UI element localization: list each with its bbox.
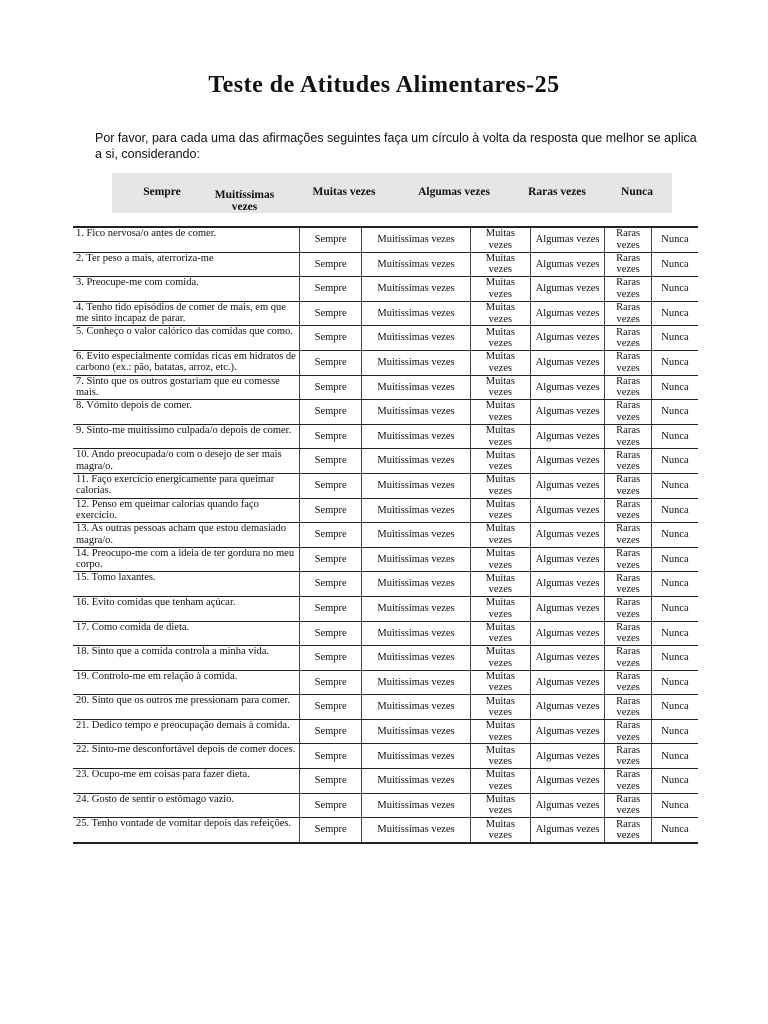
option-muitissimas-vezes[interactable]: Muitíssimas vezes — [362, 547, 471, 572]
option-muitas-vezes[interactable]: Muitas vezes — [470, 596, 530, 621]
option-raras-vezes[interactable]: Raras vezes — [605, 400, 652, 425]
option-nunca[interactable]: Nunca — [651, 277, 698, 302]
question-row — [73, 744, 698, 769]
option-nunca[interactable]: Nunca — [651, 572, 698, 597]
question-row — [73, 621, 698, 646]
option-sempre[interactable]: Sempre — [300, 596, 362, 621]
option-nunca[interactable]: Nunca — [651, 252, 698, 277]
option-muitas-vezes[interactable]: Muitas vezes — [470, 547, 530, 572]
option-muitissimas-vezes[interactable]: Muitíssimas vezes — [362, 523, 471, 548]
option-raras-vezes[interactable]: Raras vezes — [605, 498, 652, 523]
question-text: 9. Sinto-me muitíssimo culpada/o depois de comer. — [73, 424, 300, 449]
page-title: Teste de Atitudes Alimentares-25 — [208, 72, 560, 98]
option-algumas-vezes[interactable]: Algumas vezes — [530, 523, 605, 548]
option-raras-vezes[interactable]: Raras vezes — [605, 473, 652, 498]
question-text: 19. Controlo-me em relação à comida. — [73, 670, 300, 695]
option-nunca[interactable]: Nunca — [651, 646, 698, 671]
option-raras-vezes[interactable]: Raras vezes — [605, 621, 652, 646]
question-text: 20. Sinto que os outros me pressionam para comer. — [73, 695, 300, 720]
option-sempre[interactable]: Sempre — [300, 424, 362, 449]
question-text: 12. Penso em queimar calorias quando faço exercício. — [73, 498, 300, 523]
option-sempre[interactable]: Sempre — [300, 252, 362, 277]
option-algumas-vezes[interactable]: Algumas vezes — [530, 227, 605, 252]
instructions: Por favor, para cada uma das afirmações seguintes faça um círculo à volta da resposta que melhor se aplica a si, considerando: — [95, 131, 697, 161]
option-raras-vezes[interactable]: Raras vezes — [605, 326, 652, 351]
option-algumas-vezes[interactable]: Algumas vezes — [530, 572, 605, 597]
option-muitissimas-vezes[interactable]: Muitíssimas vezes — [362, 498, 471, 523]
option-raras-vezes[interactable]: Raras vezes — [605, 252, 652, 277]
option-sempre[interactable]: Sempre — [300, 498, 362, 523]
option-raras-vezes[interactable]: Raras vezes — [605, 596, 652, 621]
option-muitissimas-vezes[interactable]: Muitíssimas vezes — [362, 350, 471, 375]
questionnaire-table — [73, 226, 698, 844]
question-row — [73, 523, 698, 548]
question-text: 13. As outras pessoas acham que estou demasiado magra/o. — [73, 523, 300, 548]
question-text: 1. Fico nervosa/o antes de comer. — [73, 227, 300, 252]
option-nunca[interactable]: Nunca — [651, 695, 698, 720]
legend-muitissimas-vezes: Muitíssimas vezes — [214, 189, 275, 213]
question-row — [73, 572, 698, 597]
option-nunca[interactable]: Nunca — [651, 400, 698, 425]
option-algumas-vezes[interactable]: Algumas vezes — [530, 596, 605, 621]
option-raras-vezes[interactable]: Raras vezes — [605, 793, 652, 818]
question-text: 14. Preocupo-me com a ideia de ter gordura no meu corpo. — [73, 547, 300, 572]
option-raras-vezes[interactable]: Raras vezes — [605, 424, 652, 449]
option-algumas-vezes[interactable]: Algumas vezes — [530, 449, 605, 474]
option-muitas-vezes[interactable]: Muitas vezes — [470, 572, 530, 597]
question-row — [73, 473, 698, 498]
option-raras-vezes[interactable]: Raras vezes — [605, 572, 652, 597]
question-text: 22. Sinto-me desconfortável depois de comer doces. — [73, 744, 300, 769]
option-algumas-vezes[interactable]: Algumas vezes — [530, 744, 605, 769]
legend-nunca: Nunca — [621, 186, 653, 198]
question-row — [73, 596, 698, 621]
option-nunca[interactable]: Nunca — [651, 719, 698, 744]
option-algumas-vezes[interactable]: Algumas vezes — [530, 252, 605, 277]
option-muitissimas-vezes[interactable]: Muitíssimas vezes — [362, 473, 471, 498]
option-muitas-vezes[interactable]: Muitas vezes — [470, 793, 530, 818]
question-row — [73, 424, 698, 449]
question-text: 15. Tomo laxantes. — [73, 572, 300, 597]
question-row — [73, 719, 698, 744]
question-text: 3. Preocupe-me com comida. — [73, 277, 300, 302]
option-sempre[interactable]: Sempre — [300, 473, 362, 498]
option-algumas-vezes[interactable]: Algumas vezes — [530, 277, 605, 302]
option-algumas-vezes[interactable]: Algumas vezes — [530, 301, 605, 326]
question-text: 25. Tenho vontade de vomitar depois das refeições. — [73, 818, 300, 843]
option-sempre[interactable]: Sempre — [300, 523, 362, 548]
question-row — [73, 670, 698, 695]
legend-sempre: Sempre — [143, 186, 181, 198]
option-sempre[interactable]: Sempre — [300, 301, 362, 326]
option-raras-vezes[interactable]: Raras vezes — [605, 375, 652, 400]
option-algumas-vezes[interactable]: Algumas vezes — [530, 350, 605, 375]
option-muitas-vezes[interactable]: Muitas vezes — [470, 769, 530, 794]
option-muitas-vezes[interactable]: Muitas vezes — [470, 646, 530, 671]
option-nunca[interactable]: Nunca — [651, 375, 698, 400]
option-sempre[interactable]: Sempre — [300, 326, 362, 351]
option-nunca[interactable]: Nunca — [651, 547, 698, 572]
option-algumas-vezes[interactable]: Algumas vezes — [530, 473, 605, 498]
option-nunca[interactable]: Nunca — [651, 326, 698, 351]
question-text: 4. Tenho tido episódios de comer de mais, em que me sinto incapaz de parar. — [73, 301, 300, 326]
option-nunca[interactable]: Nunca — [651, 523, 698, 548]
option-muitas-vezes[interactable]: Muitas vezes — [470, 498, 530, 523]
question-text: 17. Como comida de dieta. — [73, 621, 300, 646]
option-algumas-vezes[interactable]: Algumas vezes — [530, 547, 605, 572]
option-sempre[interactable]: Sempre — [300, 646, 362, 671]
option-algumas-vezes[interactable]: Algumas vezes — [530, 769, 605, 794]
question-row — [73, 793, 698, 818]
question-text: 5. Conheço o valor calórico das comidas que como. — [73, 326, 300, 351]
option-muitas-vezes[interactable]: Muitas vezes — [470, 400, 530, 425]
option-algumas-vezes[interactable]: Algumas vezes — [530, 400, 605, 425]
question-text: 10. Ando preocupada/o com o desejo de ser mais magra/o. — [73, 449, 300, 474]
option-raras-vezes[interactable]: Raras vezes — [605, 769, 652, 794]
question-text: 21. Dedico tempo e preocupação demais à comida. — [73, 719, 300, 744]
option-raras-vezes[interactable]: Raras vezes — [605, 523, 652, 548]
question-row — [73, 769, 698, 794]
option-muitas-vezes[interactable]: Muitas vezes — [470, 350, 530, 375]
option-nunca[interactable]: Nunca — [651, 596, 698, 621]
option-raras-vezes[interactable]: Raras vezes — [605, 670, 652, 695]
question-row — [73, 277, 698, 302]
option-muitissimas-vezes[interactable]: Muitíssimas vezes — [362, 572, 471, 597]
option-sempre[interactable]: Sempre — [300, 547, 362, 572]
option-muitas-vezes[interactable]: Muitas vezes — [470, 326, 530, 351]
option-sempre[interactable]: Sempre — [300, 719, 362, 744]
option-muitas-vezes[interactable]: Muitas vezes — [470, 449, 530, 474]
option-sempre[interactable]: Sempre — [300, 769, 362, 794]
question-row — [73, 818, 698, 843]
option-nunca[interactable]: Nunca — [651, 769, 698, 794]
option-algumas-vezes[interactable]: Algumas vezes — [530, 670, 605, 695]
option-nunca[interactable]: Nunca — [651, 449, 698, 474]
option-muitas-vezes[interactable]: Muitas vezes — [470, 375, 530, 400]
option-muitissimas-vezes[interactable]: Muitíssimas vezes — [362, 744, 471, 769]
legend-muitas-vezes: Muitas vezes — [312, 186, 376, 198]
option-nunca[interactable]: Nunca — [651, 670, 698, 695]
option-algumas-vezes[interactable]: Algumas vezes — [530, 621, 605, 646]
question-text: 8. Vómito depois de comer. — [73, 400, 300, 425]
question-text: 7. Sinto que os outros gostariam que eu comesse mais. — [73, 375, 300, 400]
option-muitas-vezes[interactable]: Muitas vezes — [470, 277, 530, 302]
option-nunca[interactable]: Nunca — [651, 793, 698, 818]
option-muitas-vezes[interactable]: Muitas vezes — [470, 252, 530, 277]
option-muitissimas-vezes[interactable]: Muitíssimas vezes — [362, 596, 471, 621]
option-raras-vezes[interactable]: Raras vezes — [605, 350, 652, 375]
option-algumas-vezes[interactable]: Algumas vezes — [530, 818, 605, 843]
option-muitas-vezes[interactable]: Muitas vezes — [470, 621, 530, 646]
option-muitissimas-vezes[interactable]: Muitíssimas vezes — [362, 277, 471, 302]
question-row — [73, 695, 698, 720]
legend-raras-vezes: Raras vezes — [528, 186, 586, 198]
option-nunca[interactable]: Nunca — [651, 301, 698, 326]
option-muitas-vezes[interactable]: Muitas vezes — [470, 719, 530, 744]
question-row — [73, 547, 698, 572]
option-raras-vezes[interactable]: Raras vezes — [605, 301, 652, 326]
option-muitissimas-vezes[interactable]: Muitíssimas vezes — [362, 646, 471, 671]
option-algumas-vezes[interactable]: Algumas vezes — [530, 498, 605, 523]
option-muitissimas-vezes[interactable]: Muitíssimas vezes — [362, 424, 471, 449]
option-raras-vezes[interactable]: Raras vezes — [605, 646, 652, 671]
option-muitas-vezes[interactable]: Muitas vezes — [470, 424, 530, 449]
option-algumas-vezes[interactable]: Algumas vezes — [530, 424, 605, 449]
question-text: 11. Faço exercício energicamente para queimar calorias. — [73, 473, 300, 498]
question-row — [73, 252, 698, 277]
option-sempre[interactable]: Sempre — [300, 449, 362, 474]
question-text: 2. Ter peso a mais, aterroriza-me — [73, 252, 300, 277]
option-raras-vezes[interactable]: Raras vezes — [605, 449, 652, 474]
option-muitissimas-vezes[interactable]: Muitíssimas vezes — [362, 719, 471, 744]
option-muitissimas-vezes[interactable]: Muitíssimas vezes — [362, 375, 471, 400]
option-muitas-vezes[interactable]: Muitas vezes — [470, 695, 530, 720]
option-muitissimas-vezes[interactable]: Muitíssimas vezes — [362, 449, 471, 474]
option-sempre[interactable]: Sempre — [300, 818, 362, 843]
option-muitissimas-vezes[interactable]: Muitíssimas vezes — [362, 793, 471, 818]
option-sempre[interactable]: Sempre — [300, 670, 362, 695]
option-sempre[interactable]: Sempre — [300, 695, 362, 720]
option-raras-vezes[interactable]: Raras vezes — [605, 818, 652, 843]
option-raras-vezes[interactable]: Raras vezes — [605, 719, 652, 744]
question-text: 23. Ocupo-me em coisas para fazer dieta. — [73, 769, 300, 794]
option-algumas-vezes[interactable]: Algumas vezes — [530, 646, 605, 671]
response-scale-legend — [112, 173, 672, 213]
option-muitissimas-vezes[interactable]: Muitíssimas vezes — [362, 227, 471, 252]
option-nunca[interactable]: Nunca — [651, 818, 698, 843]
question-row — [73, 301, 698, 326]
option-sempre[interactable]: Sempre — [300, 621, 362, 646]
option-algumas-vezes[interactable]: Algumas vezes — [530, 326, 605, 351]
option-muitas-vezes[interactable]: Muitas vezes — [470, 301, 530, 326]
option-algumas-vezes[interactable]: Algumas vezes — [530, 375, 605, 400]
question-row — [73, 227, 698, 252]
option-nunca[interactable]: Nunca — [651, 498, 698, 523]
question-row — [73, 375, 698, 400]
option-nunca[interactable]: Nunca — [651, 744, 698, 769]
option-muitissimas-vezes[interactable]: Muitíssimas vezes — [362, 621, 471, 646]
question-row — [73, 326, 698, 351]
question-text: 16. Evito comidas que tenham açúcar. — [73, 596, 300, 621]
option-muitissimas-vezes[interactable]: Muitíssimas vezes — [362, 326, 471, 351]
question-text: 24. Gosto de sentir o estômago vazio. — [73, 793, 300, 818]
option-algumas-vezes[interactable]: Algumas vezes — [530, 793, 605, 818]
option-muitissimas-vezes[interactable]: Muitíssimas vezes — [362, 695, 471, 720]
legend-algumas-vezes: Algumas vezes — [418, 186, 490, 198]
question-row — [73, 646, 698, 671]
option-muitas-vezes[interactable]: Muitas vezes — [470, 818, 530, 843]
option-raras-vezes[interactable]: Raras vezes — [605, 695, 652, 720]
option-nunca[interactable]: Nunca — [651, 621, 698, 646]
question-text: 6. Evito especialmente comidas ricas em hidratos de carbono (ex.: pão, batatas, arroz, etc.). — [73, 350, 300, 375]
option-muitissimas-vezes[interactable]: Muitíssimas vezes — [362, 818, 471, 843]
question-row — [73, 449, 698, 474]
question-row — [73, 400, 698, 425]
option-sempre[interactable]: Sempre — [300, 227, 362, 252]
option-raras-vezes[interactable]: Raras vezes — [605, 277, 652, 302]
option-muitissimas-vezes[interactable]: Muitíssimas vezes — [362, 670, 471, 695]
option-sempre[interactable]: Sempre — [300, 744, 362, 769]
option-sempre[interactable]: Sempre — [300, 793, 362, 818]
option-nunca[interactable]: Nunca — [651, 473, 698, 498]
option-algumas-vezes[interactable]: Algumas vezes — [530, 695, 605, 720]
option-algumas-vezes[interactable]: Algumas vezes — [530, 719, 605, 744]
option-muitissimas-vezes[interactable]: Muitíssimas vezes — [362, 252, 471, 277]
option-muitas-vezes[interactable]: Muitas vezes — [470, 670, 530, 695]
option-raras-vezes[interactable]: Raras vezes — [605, 227, 652, 252]
option-sempre[interactable]: Sempre — [300, 350, 362, 375]
option-nunca[interactable]: Nunca — [651, 350, 698, 375]
option-muitas-vezes[interactable]: Muitas vezes — [470, 744, 530, 769]
option-sempre[interactable]: Sempre — [300, 277, 362, 302]
option-nunca[interactable]: Nunca — [651, 227, 698, 252]
option-sempre[interactable]: Sempre — [300, 375, 362, 400]
question-row — [73, 350, 698, 375]
option-raras-vezes[interactable]: Raras vezes — [605, 547, 652, 572]
question-row — [73, 498, 698, 523]
question-text: 18. Sinto que a comida controla a minha vida. — [73, 646, 300, 671]
option-sempre[interactable]: Sempre — [300, 572, 362, 597]
option-muitas-vezes[interactable]: Muitas vezes — [470, 473, 530, 498]
option-nunca[interactable]: Nunca — [651, 424, 698, 449]
option-raras-vezes[interactable]: Raras vezes — [605, 744, 652, 769]
option-muitas-vezes[interactable]: Muitas vezes — [470, 523, 530, 548]
option-muitissimas-vezes[interactable]: Muitíssimas vezes — [362, 769, 471, 794]
option-sempre[interactable]: Sempre — [300, 400, 362, 425]
option-muitissimas-vezes[interactable]: Muitíssimas vezes — [362, 301, 471, 326]
option-muitissimas-vezes[interactable]: Muitíssimas vezes — [362, 400, 471, 425]
option-muitas-vezes[interactable]: Muitas vezes — [470, 227, 530, 252]
